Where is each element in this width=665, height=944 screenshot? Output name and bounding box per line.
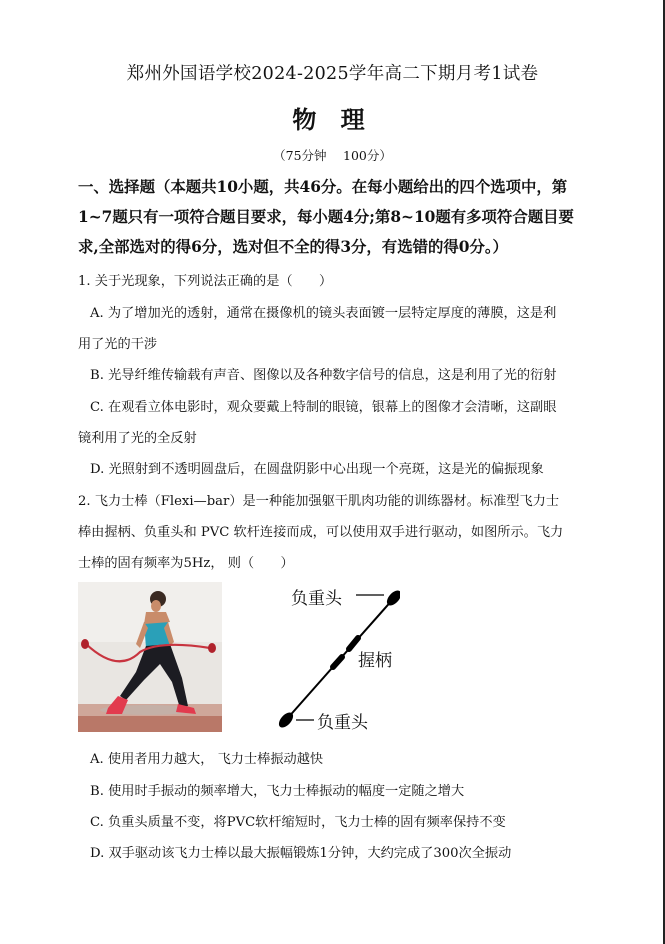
q1-option-d: D. 光照射到不透明圆盘后，在圆盘阴影中心出现一个亮斑，这是光的偏振现象 [90, 462, 544, 477]
q1-option-c-cont: 镜利用了光的全反射 [78, 431, 197, 446]
q1-option-a-cont: 用了光的干涉 [78, 337, 158, 352]
q2-stem-line-3: 士棒的固有频率为5Hz， 则（ ） [78, 556, 294, 571]
q2-stem-line-2: 棒由握柄、负重头和 PVC 软杆连接而成，可以使用双手进行驱动，如图所示。飞力 [78, 525, 564, 540]
section-heading-line-2: 1~7题只有一项符合题目要求，每小题4分;第8~10题有多项符合题目要 [78, 208, 574, 226]
exam-info: （75分钟 100分） [273, 148, 392, 163]
label-weight-head-bottom: 负重头 [317, 713, 368, 733]
section-heading-line-1: 一、选择题（本题共10小题，共46分。在每小题给出的四个选项中，第 [78, 178, 568, 196]
q2-option-c: C. 负重头质量不变，将PVC软杆缩短时，飞力士棒的固有频率保持不变 [90, 815, 506, 830]
section-heading-line-3: 求,全部选对的得6分，选对但不全的得3分，有选错的得0分。） [78, 238, 508, 256]
subject-title: 物 理 [292, 105, 373, 134]
q1-option-a: A. 为了增加光的透射，通常在摄像机的镜头表面镀一层特定厚度的薄膜，这是利 [90, 306, 557, 321]
q2-option-a: A. 使用者用力越大， 飞力士棒振动越快 [90, 752, 324, 767]
label-handle: 握柄 [358, 651, 392, 671]
q1-option-b: B. 光导纤维传输载有声音、图像以及各种数字信号的信息，这是利用了光的衍射 [90, 368, 557, 383]
q1-stem: 1. 关于光现象，下列说法正确的是（ ） [78, 274, 333, 289]
label-weight-head-top: 负重头 [291, 589, 342, 609]
q2-option-b: B. 使用时手振动的频率增大，飞力士棒振动的幅度一定随之增大 [90, 784, 465, 799]
athlete-photo [78, 582, 222, 732]
q1-option-c: C. 在观看立体电影时，观众要戴上特制的眼镜，银幕上的图像才会清晰，这副眼 [90, 400, 557, 415]
exam-title: 郑州外国语学校2024-2025学年高二下期月考1试卷 [126, 64, 539, 84]
q2-stem-line-1: 2. 飞力士棒（Flexi—bar）是一种能加强躯干肌肉功能的训练器材。标准型飞力士 [78, 494, 560, 509]
q2-option-d: D. 双手驱动该飞力士棒以最大振幅锻炼1分钟，大约完成了300次全振动 [90, 846, 512, 861]
